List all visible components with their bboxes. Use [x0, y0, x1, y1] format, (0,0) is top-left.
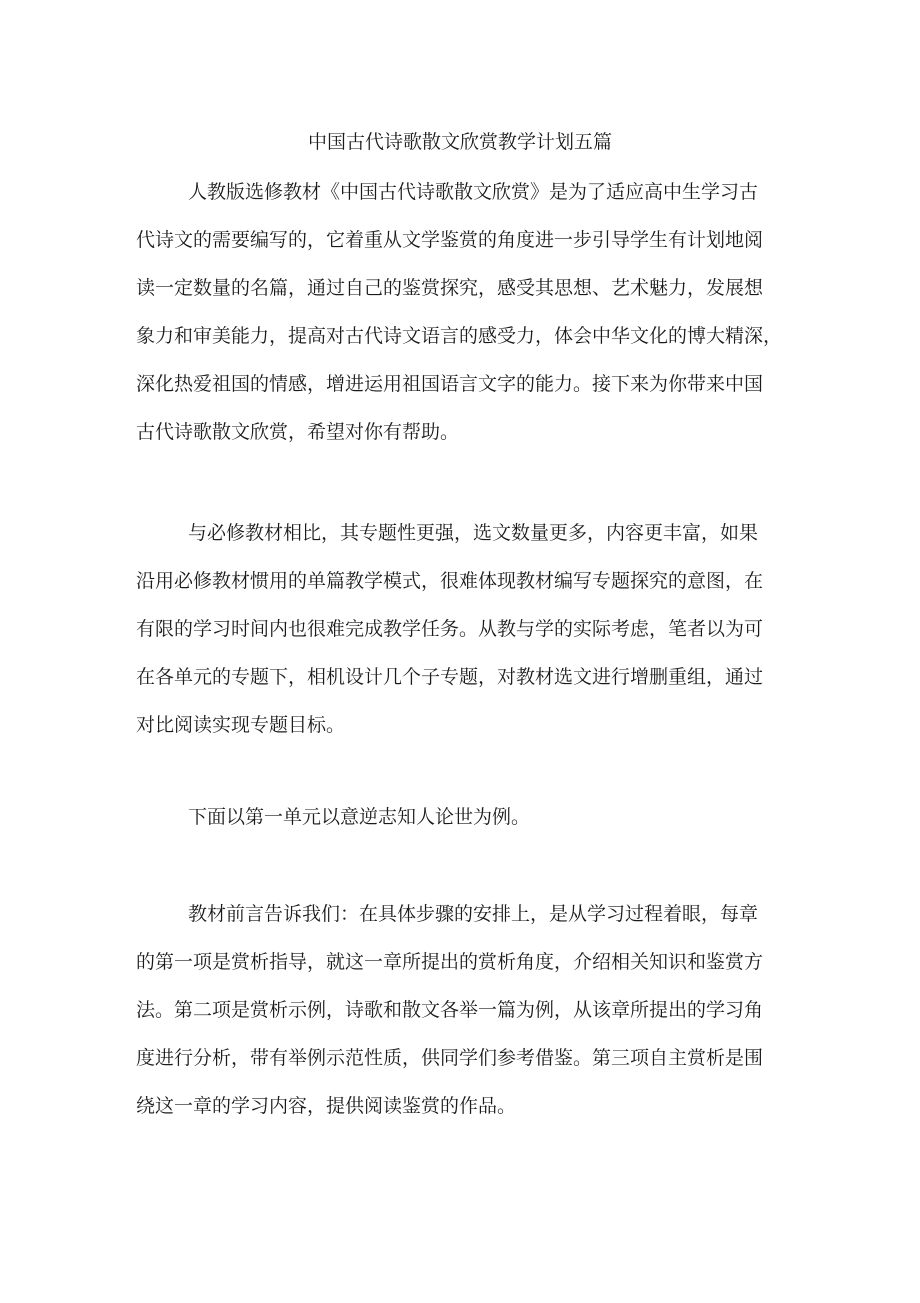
paragraph-intro: [136, 168, 783, 456]
paragraph-line: 代诗文的需要编写的，它着重从文学鉴赏的角度进一步引导学生有计划地阅: [136, 229, 764, 251]
paragraph-preface: [136, 890, 776, 1130]
paragraph-line: 绕这一章的学习内容，提供阅读鉴赏的作品。: [136, 1095, 517, 1117]
paragraph-line: 古代诗歌散文欣赏，希望对你有帮助。: [136, 421, 460, 443]
paragraph-line: 对比阅读实现专题目标。: [136, 714, 346, 736]
paragraph-line: 象力和审美能力，提高对古代诗文语言的感受力，体会中华文化的博大精深，: [136, 325, 783, 347]
paragraph-line: 读一定数量的名篇，通过自己的鉴赏探究，感受其思想、艺术魅力，发展想: [136, 277, 764, 299]
paragraph-line: 与必修教材相比，其专题性更强，选文数量更多，内容更丰富，如果: [188, 522, 759, 544]
paragraph-line: 法。第二项是赏析示例，诗歌和散文各举一篇为例，从该章所提出的学习角: [136, 999, 764, 1021]
paragraph-line: 的第一项是赏析指导，就这一章所提出的赏析角度，介绍相关知识和鉴赏方: [136, 951, 764, 973]
paragraph-line: 人教版选修教材《中国古代诗歌散文欣赏》是为了适应高中生学习古: [188, 181, 759, 203]
paragraph-line: 在各单元的专题下，相机设计几个子专题，对教材选文进行增删重组，通过: [136, 666, 764, 688]
paragraph-line: 教材前言告诉我们：在具体步骤的安排上，是从学习过程着眼，每章: [188, 903, 759, 925]
paragraph-line: 度进行分析，带有举例示范性质，供同学们参考借鉴。第三项自主赏析是围: [136, 1047, 764, 1069]
paragraph-line: 沿用必修教材惯用的单篇教学模式，很难体现教材编写专题探究的意图，在: [136, 570, 764, 592]
paragraph-line: 下面以第一单元以意逆志知人论世为例。: [188, 806, 531, 828]
paragraph-line: 深化热爱祖国的情感，增进运用祖国语言文字的能力。接下来为你带来中国: [136, 373, 764, 395]
document-title: 中国古代诗歌散文欣赏教学计划五篇: [307, 131, 612, 153]
paragraph-line: 有限的学习时间内也很难完成教学任务。从教与学的实际考虑，笔者以为可: [136, 618, 764, 640]
paragraph-example: [136, 793, 776, 841]
paragraph-comparison: [136, 509, 776, 749]
